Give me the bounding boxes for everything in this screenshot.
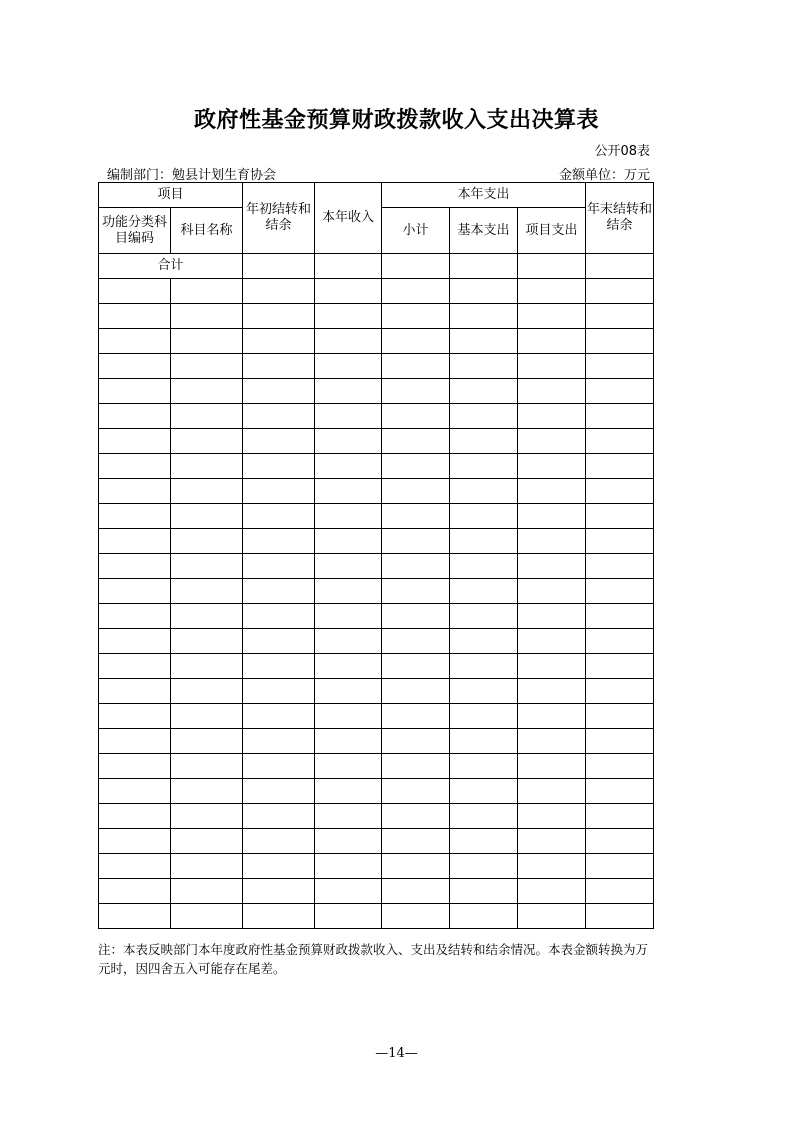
table-cell: [243, 904, 315, 929]
table-cell: [382, 329, 450, 354]
table-row: [99, 654, 654, 679]
table-cell: [99, 629, 171, 654]
table-cell: [315, 254, 382, 279]
table-cell: [382, 704, 450, 729]
table-cell: [586, 429, 654, 454]
table-cell: [586, 579, 654, 604]
table-cell: [243, 854, 315, 879]
table-cell: [586, 804, 654, 829]
table-row: [99, 354, 654, 379]
table-cell: [171, 704, 243, 729]
table-cell: [243, 379, 315, 404]
table-cell: [99, 804, 171, 829]
table-cell: [450, 354, 518, 379]
header-item: 项目: [99, 183, 243, 208]
table-cell: [382, 529, 450, 554]
table-cell: [99, 779, 171, 804]
table-cell: [450, 604, 518, 629]
table-cell: [382, 679, 450, 704]
table-cell: [99, 329, 171, 354]
table-cell: [518, 454, 586, 479]
table-cell: [382, 904, 450, 929]
table-cell: [99, 379, 171, 404]
table-row: [99, 629, 654, 654]
table-cell: [518, 279, 586, 304]
table-cell: [171, 379, 243, 404]
table-cell: [315, 429, 382, 454]
header-func-code: 功能分类科目编码: [99, 208, 171, 254]
table-cell: [243, 629, 315, 654]
table-cell: [450, 654, 518, 679]
table-cell: [382, 379, 450, 404]
table-cell: [315, 279, 382, 304]
table-cell: [243, 654, 315, 679]
header-income: 本年收入: [315, 183, 382, 254]
table-cell: [315, 729, 382, 754]
table-cell: [586, 379, 654, 404]
table-cell: [450, 754, 518, 779]
table-cell: [586, 454, 654, 479]
table-row: [99, 304, 654, 329]
table-cell: [450, 729, 518, 754]
table-cell: [243, 779, 315, 804]
table-row: [99, 554, 654, 579]
table-cell: [382, 604, 450, 629]
table-cell: [99, 704, 171, 729]
table-cell: [171, 829, 243, 854]
table-cell: [99, 829, 171, 854]
table-row: [99, 429, 654, 454]
table-cell: [586, 504, 654, 529]
table-cell: [99, 454, 171, 479]
table-cell: [382, 629, 450, 654]
table-cell: [171, 679, 243, 704]
table-cell: [450, 529, 518, 554]
table-cell: [171, 804, 243, 829]
table-cell: [171, 404, 243, 429]
table-cell: [315, 629, 382, 654]
table-cell: [243, 404, 315, 429]
table-cell: [243, 304, 315, 329]
table-cell: [243, 604, 315, 629]
table-cell: [450, 854, 518, 879]
table-cell: [586, 904, 654, 929]
table-cell: [99, 904, 171, 929]
table-cell: [518, 529, 586, 554]
table-cell: [450, 454, 518, 479]
table-cell: [243, 529, 315, 554]
table-cell: [315, 454, 382, 479]
table-cell: [99, 729, 171, 754]
total-label: 合计: [99, 254, 243, 279]
table-cell: [586, 254, 654, 279]
table-cell: [243, 454, 315, 479]
table-cell: [171, 654, 243, 679]
table-cell: [518, 654, 586, 679]
table-cell: [518, 854, 586, 879]
table-cell: [450, 479, 518, 504]
table-cell: [243, 729, 315, 754]
table-cell: [99, 429, 171, 454]
table-cell: [315, 379, 382, 404]
table-cell: [99, 529, 171, 554]
table-cell: [243, 704, 315, 729]
table-cell: [450, 829, 518, 854]
table-cell: [99, 879, 171, 904]
table-body: [99, 279, 654, 929]
table-cell: [243, 804, 315, 829]
table-cell: [518, 779, 586, 804]
table-cell: [586, 479, 654, 504]
table-cell: [99, 504, 171, 529]
table-cell: [171, 554, 243, 579]
table-cell: [171, 304, 243, 329]
table-cell: [518, 329, 586, 354]
table-row: [99, 904, 654, 929]
table-cell: [315, 854, 382, 879]
table-cell: [518, 729, 586, 754]
table-cell: [171, 579, 243, 604]
table-cell: [99, 579, 171, 604]
table-cell: [586, 879, 654, 904]
table-cell: [518, 879, 586, 904]
table-cell: [518, 379, 586, 404]
table-cell: [99, 404, 171, 429]
table-cell: [171, 604, 243, 629]
table-cell: [315, 704, 382, 729]
table-cell: [99, 354, 171, 379]
table-cell: [171, 854, 243, 879]
table-cell: [586, 854, 654, 879]
table-cell: [518, 829, 586, 854]
table-cell: [99, 754, 171, 779]
table-cell: [450, 404, 518, 429]
table-cell: [315, 604, 382, 629]
table-cell: [315, 879, 382, 904]
table-cell: [171, 429, 243, 454]
table-cell: [382, 779, 450, 804]
table-cell: [315, 329, 382, 354]
table-cell: [382, 254, 450, 279]
table-cell: [518, 304, 586, 329]
table-cell: [382, 404, 450, 429]
table-cell: [243, 354, 315, 379]
table-cell: [586, 729, 654, 754]
table-cell: [450, 329, 518, 354]
table-cell: [315, 529, 382, 554]
table-cell: [243, 754, 315, 779]
table-cell: [171, 479, 243, 504]
table-cell: [315, 479, 382, 504]
table-cell: [382, 879, 450, 904]
table-cell: [243, 679, 315, 704]
table-cell: [518, 604, 586, 629]
table-cell: [99, 304, 171, 329]
table-cell: [243, 329, 315, 354]
table-row: [99, 779, 654, 804]
table-cell: [450, 504, 518, 529]
table-cell: [450, 254, 518, 279]
table-cell: [382, 554, 450, 579]
table-cell: [518, 754, 586, 779]
table-cell: [171, 779, 243, 804]
table-cell: [586, 329, 654, 354]
table-cell: [315, 354, 382, 379]
table-cell: [171, 279, 243, 304]
table-cell: [382, 504, 450, 529]
header-subject-name: 科目名称: [171, 208, 243, 254]
table-cell: [171, 904, 243, 929]
table-cell: [586, 679, 654, 704]
table-row: [99, 604, 654, 629]
table-cell: [518, 354, 586, 379]
table-cell: [586, 304, 654, 329]
table-cell: [450, 579, 518, 604]
table-cell: [450, 779, 518, 804]
table-cell: [171, 629, 243, 654]
table-cell: [518, 679, 586, 704]
table-cell: [243, 429, 315, 454]
table-cell: [99, 479, 171, 504]
table-cell: [315, 304, 382, 329]
table-cell: [171, 329, 243, 354]
table-cell: [171, 879, 243, 904]
table-cell: [243, 579, 315, 604]
table-cell: [450, 429, 518, 454]
table-cell: [382, 804, 450, 829]
header-expense: 本年支出: [382, 183, 586, 208]
table-cell: [586, 704, 654, 729]
table-cell: [171, 504, 243, 529]
table-cell: [171, 529, 243, 554]
table-cell: [518, 704, 586, 729]
table-cell: [243, 829, 315, 854]
table-row: [99, 454, 654, 479]
header-basic-expense: 基本支出: [450, 208, 518, 254]
table-cell: [171, 729, 243, 754]
table-cell: [518, 629, 586, 654]
table-cell: [518, 429, 586, 454]
table-cell: [586, 404, 654, 429]
table-cell: [315, 554, 382, 579]
table-cell: [518, 804, 586, 829]
table-cell: [518, 554, 586, 579]
table-cell: [315, 579, 382, 604]
table-cell: [518, 504, 586, 529]
table-cell: [586, 829, 654, 854]
page-number: —14—: [375, 1046, 418, 1061]
table-cell: [382, 454, 450, 479]
table-row: [99, 854, 654, 879]
table-cell: [243, 254, 315, 279]
table-cell: [450, 704, 518, 729]
table-cell: [382, 304, 450, 329]
table-cell: [99, 554, 171, 579]
table-cell: [315, 404, 382, 429]
table-cell: [450, 279, 518, 304]
table-cell: [382, 354, 450, 379]
table-row: [99, 804, 654, 829]
table-cell: [382, 754, 450, 779]
table-cell: [518, 479, 586, 504]
table-cell: [315, 829, 382, 854]
table-row: [99, 879, 654, 904]
table-cell: [382, 429, 450, 454]
table-cell: [586, 354, 654, 379]
header-project-expense: 项目支出: [518, 208, 586, 254]
table-cell: [99, 604, 171, 629]
table-cell: [382, 729, 450, 754]
table-cell: [243, 879, 315, 904]
table-row: [99, 679, 654, 704]
table-cell: [243, 554, 315, 579]
page-title: 政府性基金预算财政拨款收入支出决算表: [193, 108, 599, 133]
table-row: [99, 479, 654, 504]
footnote: 注：本表反映部门本年度政府性基金预算财政拨款收入、支出及结转和结余情况。本表金额转换为万元时，因四舍五入可能存在尾差。: [98, 942, 649, 976]
table-cell: [586, 629, 654, 654]
table-cell: [171, 754, 243, 779]
table-row: [99, 379, 654, 404]
table-cell: [450, 379, 518, 404]
table-cell: [171, 454, 243, 479]
table-row: [99, 279, 654, 304]
table-row: [99, 404, 654, 429]
header-subtotal: 小计: [382, 208, 450, 254]
budget-table: [98, 182, 654, 929]
table-cell: [315, 654, 382, 679]
table-cell: [586, 554, 654, 579]
table-cell: [99, 854, 171, 879]
table-cell: [382, 579, 450, 604]
table-cell: [518, 579, 586, 604]
amount-unit: 金额单位：万元: [558, 168, 650, 183]
table-row: [99, 754, 654, 779]
table-cell: [586, 779, 654, 804]
header-end-balance: 年末结转和结余: [586, 183, 654, 254]
table-cell: [382, 654, 450, 679]
table-cell: [99, 679, 171, 704]
table-cell: [171, 354, 243, 379]
form-number: 公开08表: [594, 144, 650, 159]
table-cell: [315, 504, 382, 529]
table-cell: [586, 279, 654, 304]
compiling-department: 编制部门：勉县计划生育协会: [107, 168, 277, 183]
table-cell: [450, 804, 518, 829]
table-row: [99, 329, 654, 354]
total-row: [99, 254, 654, 279]
header-begin-balance: 年初结转和结余: [243, 183, 315, 254]
table-cell: [382, 279, 450, 304]
table-cell: [382, 829, 450, 854]
table-cell: [450, 679, 518, 704]
table-cell: [518, 904, 586, 929]
table-cell: [315, 804, 382, 829]
table-row: [99, 729, 654, 754]
table-row: [99, 529, 654, 554]
table-cell: [382, 854, 450, 879]
table-cell: [450, 629, 518, 654]
table-row: [99, 504, 654, 529]
table-cell: [315, 679, 382, 704]
table-cell: [586, 754, 654, 779]
table-cell: [450, 304, 518, 329]
table-row: [99, 579, 654, 604]
table-cell: [99, 654, 171, 679]
table-cell: [99, 279, 171, 304]
table-cell: [315, 779, 382, 804]
table-cell: [518, 254, 586, 279]
table-cell: [243, 504, 315, 529]
table-cell: [586, 529, 654, 554]
table-cell: [315, 904, 382, 929]
table-cell: [315, 754, 382, 779]
table-cell: [518, 404, 586, 429]
table-cell: [586, 654, 654, 679]
table-row: [99, 704, 654, 729]
table-row: [99, 829, 654, 854]
table-cell: [243, 479, 315, 504]
table-cell: [382, 479, 450, 504]
table-cell: [586, 604, 654, 629]
table-cell: [243, 279, 315, 304]
table-cell: [450, 554, 518, 579]
table-cell: [450, 904, 518, 929]
table-cell: [450, 879, 518, 904]
